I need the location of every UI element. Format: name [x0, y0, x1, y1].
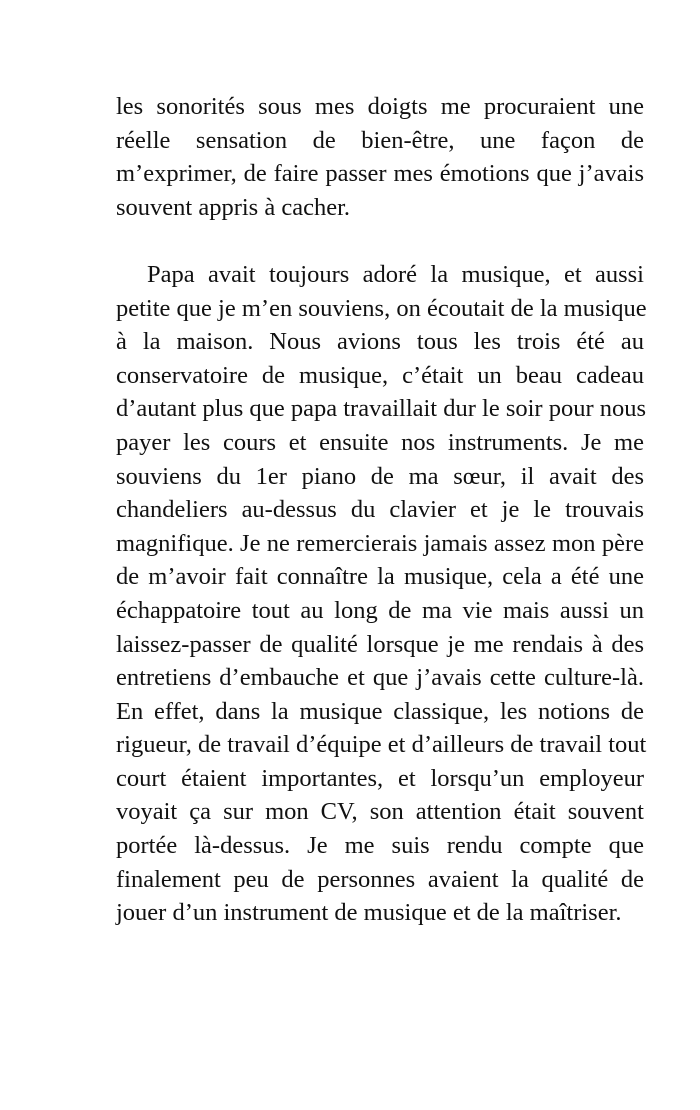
- text-line: souviens du 1er piano de ma sœur, il avait des: [116, 462, 644, 490]
- text-line: finalement peu de personnes avaient la qualité de: [116, 865, 644, 893]
- text-line: magnifique. Je ne remercierais jamais assez mon père: [116, 529, 644, 557]
- text-line: En effet, dans la musique classique, les notions de: [116, 697, 644, 725]
- text-line: les sonorités sous mes doigts me procuraient une: [116, 93, 644, 120]
- text-line: petite que je m’en souviens, on écoutait de la musique: [116, 294, 647, 322]
- text-line: Papa avait toujours adoré la musique, et aussi: [147, 260, 644, 288]
- text-line: à la maison. Nous avions tous les trois été au: [116, 328, 644, 356]
- text-line: laissez-passer de qualité lorsque je me rendais à des: [116, 630, 644, 658]
- text-line: d’autant plus que papa travaillait dur le soir pour nous: [116, 395, 647, 423]
- text-line: échappatoire tout au long de ma vie mais aussi un: [116, 596, 644, 624]
- text-line: souvent appris à cacher.: [116, 193, 351, 221]
- text-line: conservatoire de musique, c’était un beau cadeau: [116, 361, 644, 389]
- text-line: m’exprimer, de faire passer mes émotions que j’avais: [116, 160, 644, 188]
- text-line: jouer d’un instrument de musique et de la maîtriser.: [116, 899, 622, 927]
- document-page: [116, 90, 647, 930]
- text-line: portée là-dessus. Je me suis rendu compte que: [116, 832, 644, 860]
- text-line: rigueur, de travail d’équipe et d’ailleurs de travail tout: [116, 731, 647, 759]
- text-line: de m’avoir fait connaître la musique, cela a été une: [116, 563, 644, 591]
- text-line: réelle sensation de bien-être, une façon de: [116, 126, 644, 154]
- text-line: chandeliers au-dessus du clavier et je le trouvais: [116, 496, 644, 524]
- text-line: voyait ça sur mon CV, son attention était souvent: [116, 798, 644, 826]
- paragraph-1: [116, 90, 644, 224]
- paragraph-2: [116, 258, 647, 930]
- text-line: entretiens d’embauche et que j’avais cette culture-là.: [116, 664, 644, 692]
- text-line: payer les cours et ensuite nos instruments. Je me: [116, 428, 644, 456]
- text-line: court étaient importantes, et lorsqu’un employeur: [116, 764, 644, 792]
